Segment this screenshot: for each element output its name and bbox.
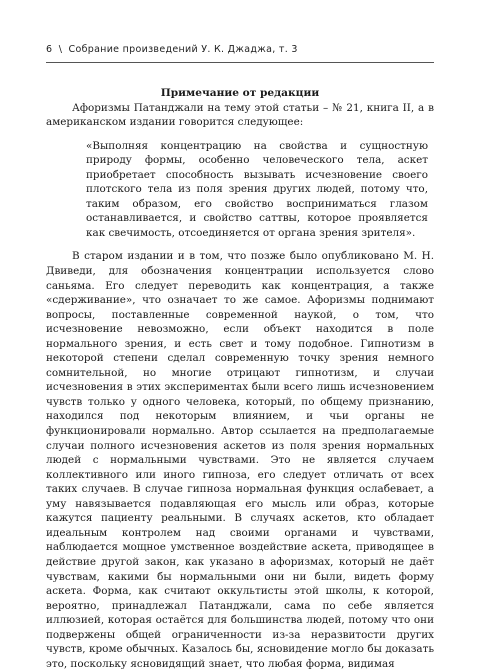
page-number: 6 bbox=[46, 44, 53, 55]
article-body bbox=[46, 86, 434, 671]
intro-paragraph: Афоризмы Патанджали на тему этой статьи – № 21, книга II, а в американском издании говорится следующее: bbox=[46, 101, 434, 129]
quote-text: «Выполняя концентрацию на свойства и сущностную природу формы, особенно человеческого тела, аскет приобретает способность вызывать исчезновение своего плотского тела из поля зрения других людей, потому что, таким образом, его свойство восприниматься глазом останавливается, и свойство саттвы, которое проявляется как свечимость, отсоединяется от органа зрения зрителя». bbox=[86, 139, 428, 239]
header-rule bbox=[46, 62, 434, 63]
block-quote bbox=[86, 139, 428, 241]
collection-title: Собрание произведений У. К. Джаджа, т. 3 bbox=[68, 44, 298, 55]
section-heading: Примечание от редакции bbox=[160, 87, 320, 99]
main-paragraph: В старом издании и в том, что позже было опубликовано М. Н. Двиведи, для обозначения концентрации используется слово саньяма. Его следует переводить как концентрация, а также «сдерживание», что означает то же самое. Афоризмы поднимают вопросы, поставленные современной наукой, о том, что исчезновение невозможно, если объект находится в поле нормального зрения, и есть свет и тому подобное. Гипнотизм в некоторой степени сделал современную точку зрения немного сомнительной, но многие отрицают гипнотизм, и случаи исчезновения в этих экспериментах были всего лишь исчезновением чувств только у одного человека, который, по общему признанию, находился под некоторым влиянием, и чьи органы не функционировали нормально. Автор ссылается на предполагаемые случаи полного исчезновения аскетов из поля зрения нормальных людей с нормальными чувствами. Это не является случаем коллективного или иного гипноза, его следует отличать от всех таких случаев. В случае гипноза нормальная функция ослабевает, а уму навязывается подавляющая его мысль или образ, которые кажутся пациенту реальными. В случаях аскетов, кто обладает идеальным контролем над своими органами и чувствами, наблюдается мощное умственное воздействие аскета, приводящее в действие другой закон, как указано в афоризмах, который не даёт чувствам, какими бы нормальными они ни были, видеть форму аскета. Форма, как считают оккультисты этой школы, к которой, вероятно, принадлежал Патанджали, сама по себе является иллюзией, которая остаётся для большинства людей, потому что они подвержены общей ограниченности из-за неразвитости других чувств, кроме обычных. Казалось бы, ясновидение могло бы доказать это, поскольку ясновидящий знает, что любая форма, видимая bbox=[46, 250, 434, 670]
running-head bbox=[46, 44, 298, 55]
running-head-separator: \ bbox=[58, 44, 63, 55]
